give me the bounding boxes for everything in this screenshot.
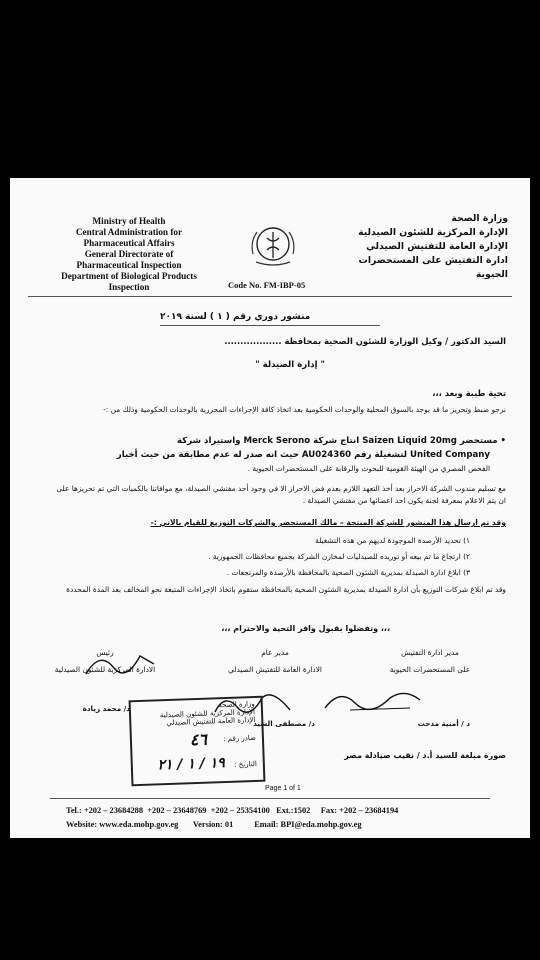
addressee: السيد الدكتور / وكيل الوزارة للشئون الصحية بمحافظة .................. <box>224 336 506 346</box>
stamp-number-label: صادر رقم : <box>223 733 257 744</box>
step-item: ٣) ابلاغ ادارة الصيدلة بمديرية الشئون الصحية بالمحافظة بالأرصدة والمرتجعات . <box>226 568 470 577</box>
distribution-heading: وقد تم ارسال هذا المنشور للشركة المنتجة – مالك المستحضر والشركات التوزيع للقيام بالاتي :- <box>150 518 506 527</box>
closing-line: ،،، وتفضلوا بقبول وافر التحية والاحترام ،،، <box>221 624 390 633</box>
header-en-line: General Directorate of <box>84 249 174 259</box>
product-line-2: United Company لتشغيلة رقم AU024360 حيث انه صدر له عدم مطابقة من حيث أخبار <box>116 450 490 460</box>
signature-name: د / أمنية مدحت <box>417 719 470 728</box>
bulletin-title: منشور دوري رقم ( ١ ) لسنة ٢٠١٩ <box>160 312 311 322</box>
header-en-line: Pharmaceutical Inspection <box>76 260 182 270</box>
greeting: تحية طيبة وبعد ،،، <box>432 388 506 398</box>
header-en-line: Pharmaceutical Affairs <box>83 238 175 248</box>
ministry-emblem-icon <box>248 224 298 268</box>
stamp-date-label: التاريخ : <box>233 759 257 769</box>
signature-name: د/ محمد زيادة <box>82 704 130 713</box>
header-en-line: Ministry of Health <box>92 216 166 226</box>
form-code: Code No. FM-IBP-05 <box>228 280 306 290</box>
step-item: ١) تحديد الأرصدة الموجودة لديهم من هذه التشغيلة <box>315 536 470 545</box>
header-en-line: Department of Biological Products <box>61 271 197 281</box>
signature-title: مدير ادارة التفتيش <box>401 648 459 657</box>
header-ar-line: الحيوية <box>475 269 508 280</box>
copy-note: صورة مبلغة للسيد أ.د / نقيب صيادلة مصر <box>344 751 506 760</box>
header-english <box>34 216 224 293</box>
signature-title: على المستحضرات الحيوية <box>389 665 471 674</box>
footer-web: Website: www.eda.mohp.gov.eg Version: 01 Email: BPI@eda.mohp.gov.eg <box>66 820 362 829</box>
signature-name: د/ مصطفى السيد <box>253 719 315 728</box>
stamp-date: ١٩ / ١ / ٢١ <box>157 755 226 774</box>
intro-paragraph: نرجو ضبط وتحريز ما قد يوجد بالسوق المحلية والوحدات الحكومية بعد اتخاذ كافة الإجراءات المحررية بالوحدات الحكومية وذلك من :- <box>103 405 506 414</box>
stamp-number: ٤٦ <box>189 729 208 750</box>
handwritten-signature-3 <box>80 644 160 684</box>
header-ar-line: وزارة الصحة <box>451 213 508 224</box>
document-page <box>10 178 530 838</box>
department-name: " إدارة الصيدلة " <box>255 360 325 370</box>
header-ar-line: الإدارة المركزية للشئون الصيدلية <box>358 227 508 238</box>
header-ar-line: ادارة التفتيش على المستحضرات <box>358 255 508 266</box>
header-arabic <box>338 212 508 282</box>
product-line-1: • مستحضر Saizen Liquid 20mg انتاج شركة Merck Serono واستيراد شركة <box>177 436 506 446</box>
signature-title: الادارة العامة للتفتيش الصيدلي <box>228 665 322 674</box>
handover-paragraph: مع تسليم مندوب الشركة الاحراز بعد أخذ التعهد اللازم بعدم فض الاحراز الا في وجود أحد مفتشي الصيدلة، مع موافاتنا بالكميات التي تم تحريزها على ان يتم الاعلام بمعرفة لجنة يكون احد اعضائها من مفتشي الصيدلة . <box>56 484 506 505</box>
handwritten-signature-1 <box>320 678 430 718</box>
stamp-line: الإدارة المركزية للشئون الصيدلية <box>159 707 256 720</box>
header-divider <box>28 296 512 297</box>
official-stamp <box>129 696 266 787</box>
footer-contact: Tel.: +202 – 23684288 +202 – 23648769 +202 – 25354100 Ext.:1502 Fax: +202 – 23684194 <box>66 806 399 815</box>
signature-block-1 <box>370 648 490 674</box>
product-line-3: الفحص المصري من الهيئة القومية للبحوث والرقابة على المستحضرات الحيوية . <box>247 464 490 473</box>
signature-title: مدير عام <box>261 648 289 657</box>
header-ar-line: الإدارة العامة للتفتيش الصيدلي <box>366 241 508 252</box>
stamp-line: وزارة الصحة <box>218 699 255 710</box>
header-en-line: Central Administration for <box>75 227 183 237</box>
stamp-text <box>137 700 256 728</box>
footer-divider <box>50 798 490 799</box>
stamp-line: الإدارة العامة للتفتيش الصيدلي <box>166 715 256 728</box>
title-underline <box>160 325 380 326</box>
header-en-line: Inspection <box>108 282 150 292</box>
signature-block-2 <box>210 648 340 674</box>
followup-paragraph: وقد تم ابلاغ شركات التوزيع بأن ادارة الصيدلة بمديرية الشئون الصحية بالمحافظة ستقوم باتخاذ الإجراءات المتبعة نحو المخالف بعد المدة المحددة <box>66 585 506 594</box>
signature-title: رئيس <box>96 648 114 657</box>
page-number: Page 1 of 1 <box>265 785 301 792</box>
signature-title: الادارة المركزية للشئون الصيدلية <box>54 665 156 674</box>
step-item: ٢) ارتجاع ما تم بيعه أو توريده للصيدليات لمخازن الشركة بجميع محافظات الجمهورية . <box>208 552 470 561</box>
